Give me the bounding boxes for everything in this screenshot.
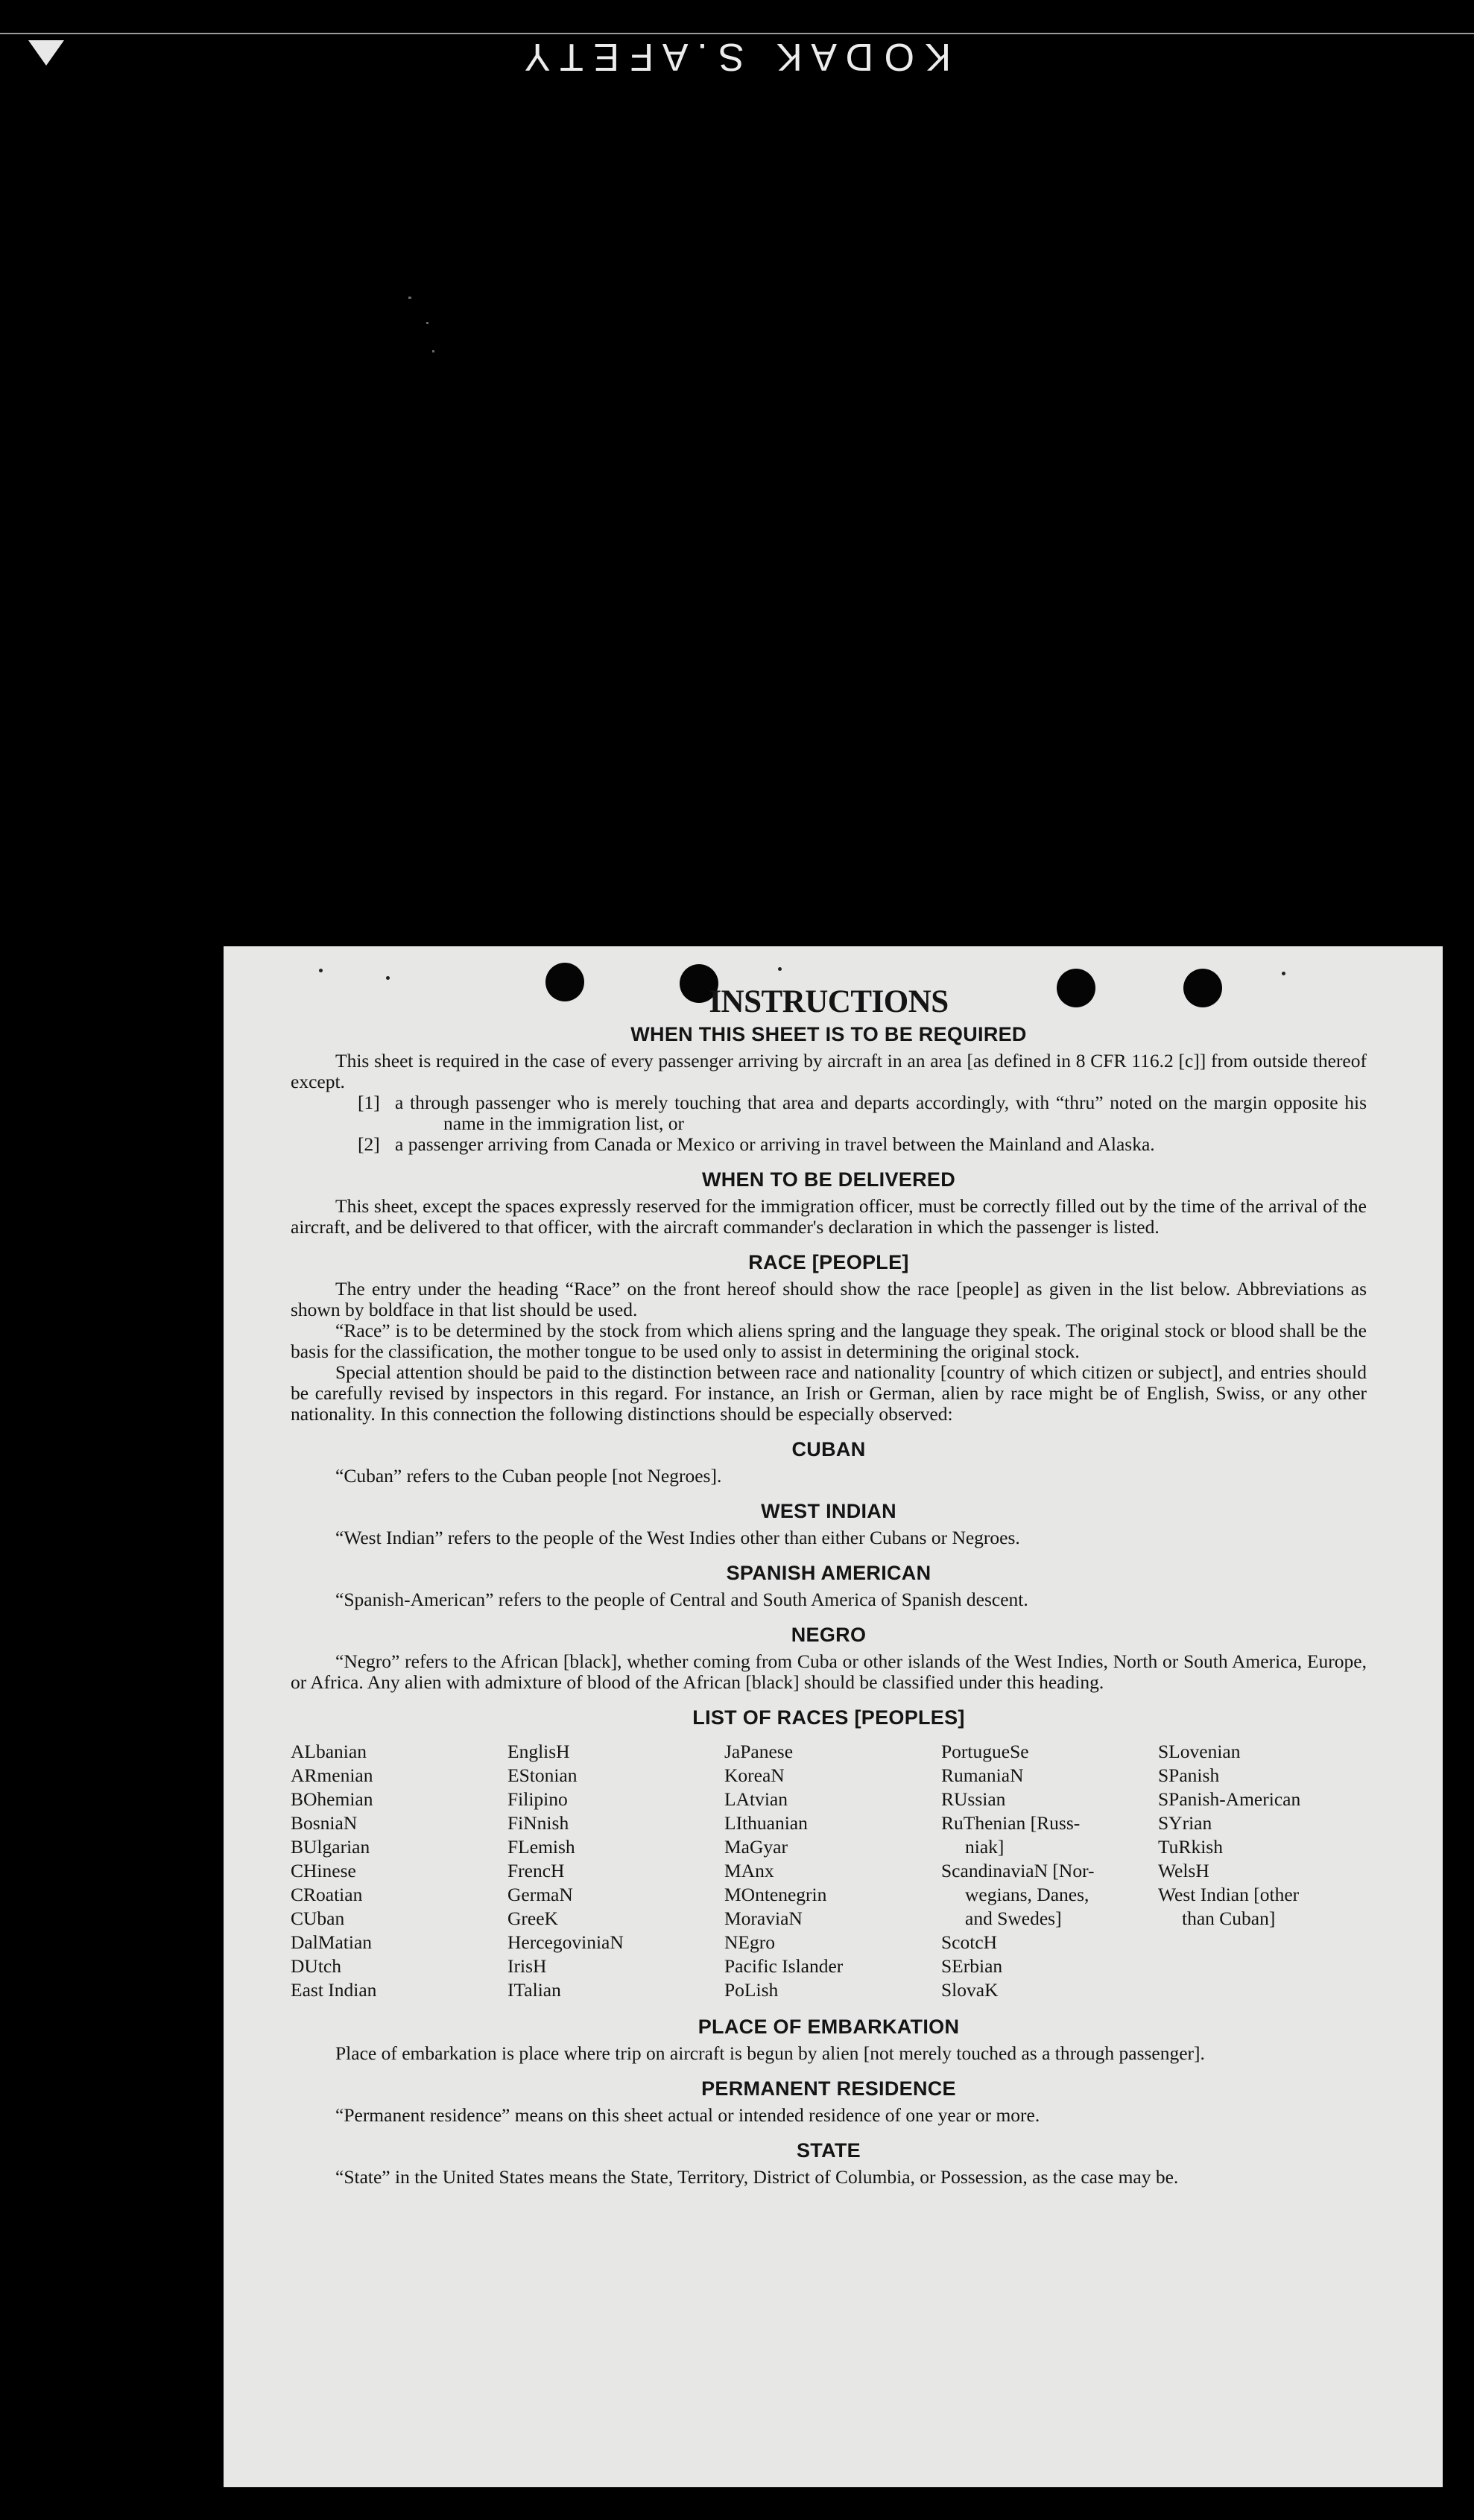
race-entry: ARmenian xyxy=(291,1764,373,1786)
race-entry: KoreaN xyxy=(724,1764,785,1786)
section-heading: PERMANENT RESIDENCE xyxy=(701,2077,956,2100)
race-entry: Filipino xyxy=(507,1788,568,1810)
triangle-down-icon xyxy=(28,40,64,66)
list-number: [2] xyxy=(358,1133,380,1155)
paragraph: “State” in the United States means the State, Territory, District of Columbia, or Possession, as the case may be. xyxy=(335,2166,1179,2188)
race-entry: DalMatian xyxy=(291,1931,373,1953)
race-entry: and Swedes] xyxy=(965,1908,1062,1929)
section-heading: CUBAN xyxy=(791,1438,866,1460)
paragraph: Place of embarkation is place where trip on aircraft is begun by alien [not merely touched as a through passenger]. xyxy=(335,2042,1205,2064)
race-entry: ScotcH xyxy=(941,1931,998,1953)
speck xyxy=(1282,972,1285,975)
paragraph: “Spanish-American” refers to the people of Central and South America of Spanish descent. xyxy=(335,1589,1028,1610)
film-edge-text: K O D A K S . A F E T Y xyxy=(524,35,952,78)
paragraph: “Permanent residence” means on this sheet actual or intended residence of one year or more. xyxy=(335,2104,1040,2126)
race-entry: BOhemian xyxy=(291,1788,373,1810)
paragraph: “Negro” refers to the African [black], whether coming from Cuba or other islands of the West Indies, North or South America, Europe, or Africa. Any alien with admixture of blood of the African [black] should be classified under this heading. xyxy=(291,1650,1367,1693)
document-title: INSTRUCTIONS xyxy=(709,984,949,1019)
race-entry: GermaN xyxy=(507,1884,573,1905)
list-item xyxy=(291,1134,1367,1155)
speck xyxy=(319,969,323,972)
sheet-content xyxy=(291,984,1367,2188)
film-edge-print xyxy=(22,34,1438,79)
race-entry: LIthuanian xyxy=(724,1812,808,1834)
list-item-text: a through passenger who is merely touching that area and departs accordingly, with “thru” noted on the margin opposite his name in the immigration list, or xyxy=(395,1092,1367,1134)
race-entry: CHinese xyxy=(291,1860,356,1881)
race-entry: niak] xyxy=(965,1836,1005,1858)
race-entry: NEgro xyxy=(724,1931,775,1953)
section-heading: STATE xyxy=(797,2139,861,2162)
list-item xyxy=(291,1092,1367,1134)
paragraph: “Cuban” refers to the Cuban people [not Negroes]. xyxy=(335,1465,722,1487)
race-entry: West Indian [other xyxy=(1158,1884,1300,1905)
section-heading: PLACE OF EMBARKATION xyxy=(698,2016,960,2038)
section-heading: SPANISH AMERICAN xyxy=(726,1562,931,1584)
race-entry: MAnx xyxy=(724,1860,774,1881)
race-entry: SPanish xyxy=(1158,1764,1220,1786)
race-entry: SlovaK xyxy=(941,1979,999,2001)
speck xyxy=(386,976,390,980)
paragraph: This sheet, except the spaces expressly reserved for the immigration officer, must be correctly filled out by the time of the arrival of the aircraft, and be delivered to that officer, with the aircraft commander's declaration in which the passenger is listed. xyxy=(291,1195,1367,1238)
race-entry: ITalian xyxy=(507,1979,561,2001)
race-entry: FrencH xyxy=(507,1860,565,1881)
race-entry: SLovenian xyxy=(1158,1741,1241,1762)
races-column xyxy=(291,1740,499,2002)
race-entry: SYrian xyxy=(1158,1812,1212,1834)
paragraph: The entry under the heading “Race” on the front hereof should show the race [people] as given in the list below. Abbreviations as shown by boldface in that list should be used. xyxy=(291,1278,1367,1320)
race-entry: DUtch xyxy=(291,1955,341,1977)
race-entry: than Cuban] xyxy=(1182,1908,1276,1929)
race-entry: GreeK xyxy=(507,1908,558,1929)
race-entry: FiNnish xyxy=(507,1812,569,1834)
film-speck xyxy=(408,297,411,299)
section-heading: WEST INDIAN xyxy=(761,1500,896,1522)
section-heading: LIST OF RACES [PEOPLES] xyxy=(692,1706,965,1729)
race-entry: Pacific Islander xyxy=(724,1955,844,1977)
races-column xyxy=(941,1740,1150,2002)
race-entry: JaPanese xyxy=(724,1741,794,1762)
list-number: [1] xyxy=(358,1092,380,1113)
race-entry: HercegoviniaN xyxy=(507,1931,624,1953)
race-entry: EnglisH xyxy=(507,1741,570,1762)
race-entry: MOntenegrin xyxy=(724,1884,827,1905)
race-entry: LAtvian xyxy=(724,1788,788,1810)
races-column xyxy=(507,1740,716,2002)
race-entry: RuThenian [Russ- xyxy=(941,1812,1081,1834)
race-entry: MoraviaN xyxy=(724,1908,803,1929)
race-entry: SErbian xyxy=(941,1955,1003,1977)
race-entry: WelsH xyxy=(1158,1860,1209,1881)
races-list xyxy=(291,1740,1367,2002)
race-entry: East Indian xyxy=(291,1979,377,2001)
section-heading: WHEN TO BE DELIVERED xyxy=(701,1168,956,1191)
race-entry: ScandinaviaN [Nor- xyxy=(941,1860,1095,1881)
races-column xyxy=(724,1740,933,2002)
section-heading: RACE [PEOPLE] xyxy=(748,1251,909,1273)
race-entry: RUssian xyxy=(941,1788,1006,1810)
list-item-text: a passenger arriving from Canada or Mexico or arriving in travel between the Mainland and Alaska. xyxy=(395,1133,1155,1155)
section-heading: WHEN THIS SHEET IS TO BE REQUIRED xyxy=(630,1023,1027,1045)
paragraph: “West Indian” refers to the people of the West Indies other than either Cubans or Negroes. xyxy=(335,1527,1020,1548)
instruction-sheet xyxy=(224,946,1443,2487)
race-entry: RumaniaN xyxy=(941,1764,1024,1786)
race-entry: EStonian xyxy=(507,1764,578,1786)
race-entry: PoLish xyxy=(724,1979,779,2001)
race-entry: wegians, Danes, xyxy=(965,1884,1089,1905)
race-entry: SPanish-American xyxy=(1158,1788,1301,1810)
film-speck xyxy=(432,350,434,352)
race-entry: CRoatian xyxy=(291,1884,363,1905)
section-heading: NEGRO xyxy=(791,1624,867,1646)
race-entry: TuRkish xyxy=(1158,1836,1223,1858)
races-column xyxy=(1158,1740,1367,2002)
race-entry: BosniaN xyxy=(291,1812,358,1834)
race-entry: MaGyar xyxy=(724,1836,788,1858)
race-entry: IrisH xyxy=(507,1955,547,1977)
race-entry: CUban xyxy=(291,1908,345,1929)
paragraph: “Race” is to be determined by the stock from which aliens spring and the language they speak. The original stock or blood shall be the basis for the classification, the mother tongue to be used only to assist in determining the original stock. xyxy=(291,1320,1367,1362)
race-entry: FLemish xyxy=(507,1836,575,1858)
paragraph: Special attention should be paid to the distinction between race and nationality [country of which citizen or subject], and entries should be carefully revised by inspectors in this regard. For instance, an Irish or German, alien by race might be of English, Swiss, or any other nationality. In this connection the following distinctions should be especially observed: xyxy=(291,1361,1367,1425)
paragraph: This sheet is required in the case of every passenger arriving by aircraft in an area [as defined in 8 CFR 116.2 [c]] from outside thereof except. xyxy=(291,1050,1367,1092)
speck xyxy=(778,967,782,971)
film-speck xyxy=(426,322,428,324)
race-entry: BUlgarian xyxy=(291,1836,370,1858)
race-entry: ALbanian xyxy=(291,1741,367,1762)
race-entry: PortugueSe xyxy=(941,1741,1029,1762)
